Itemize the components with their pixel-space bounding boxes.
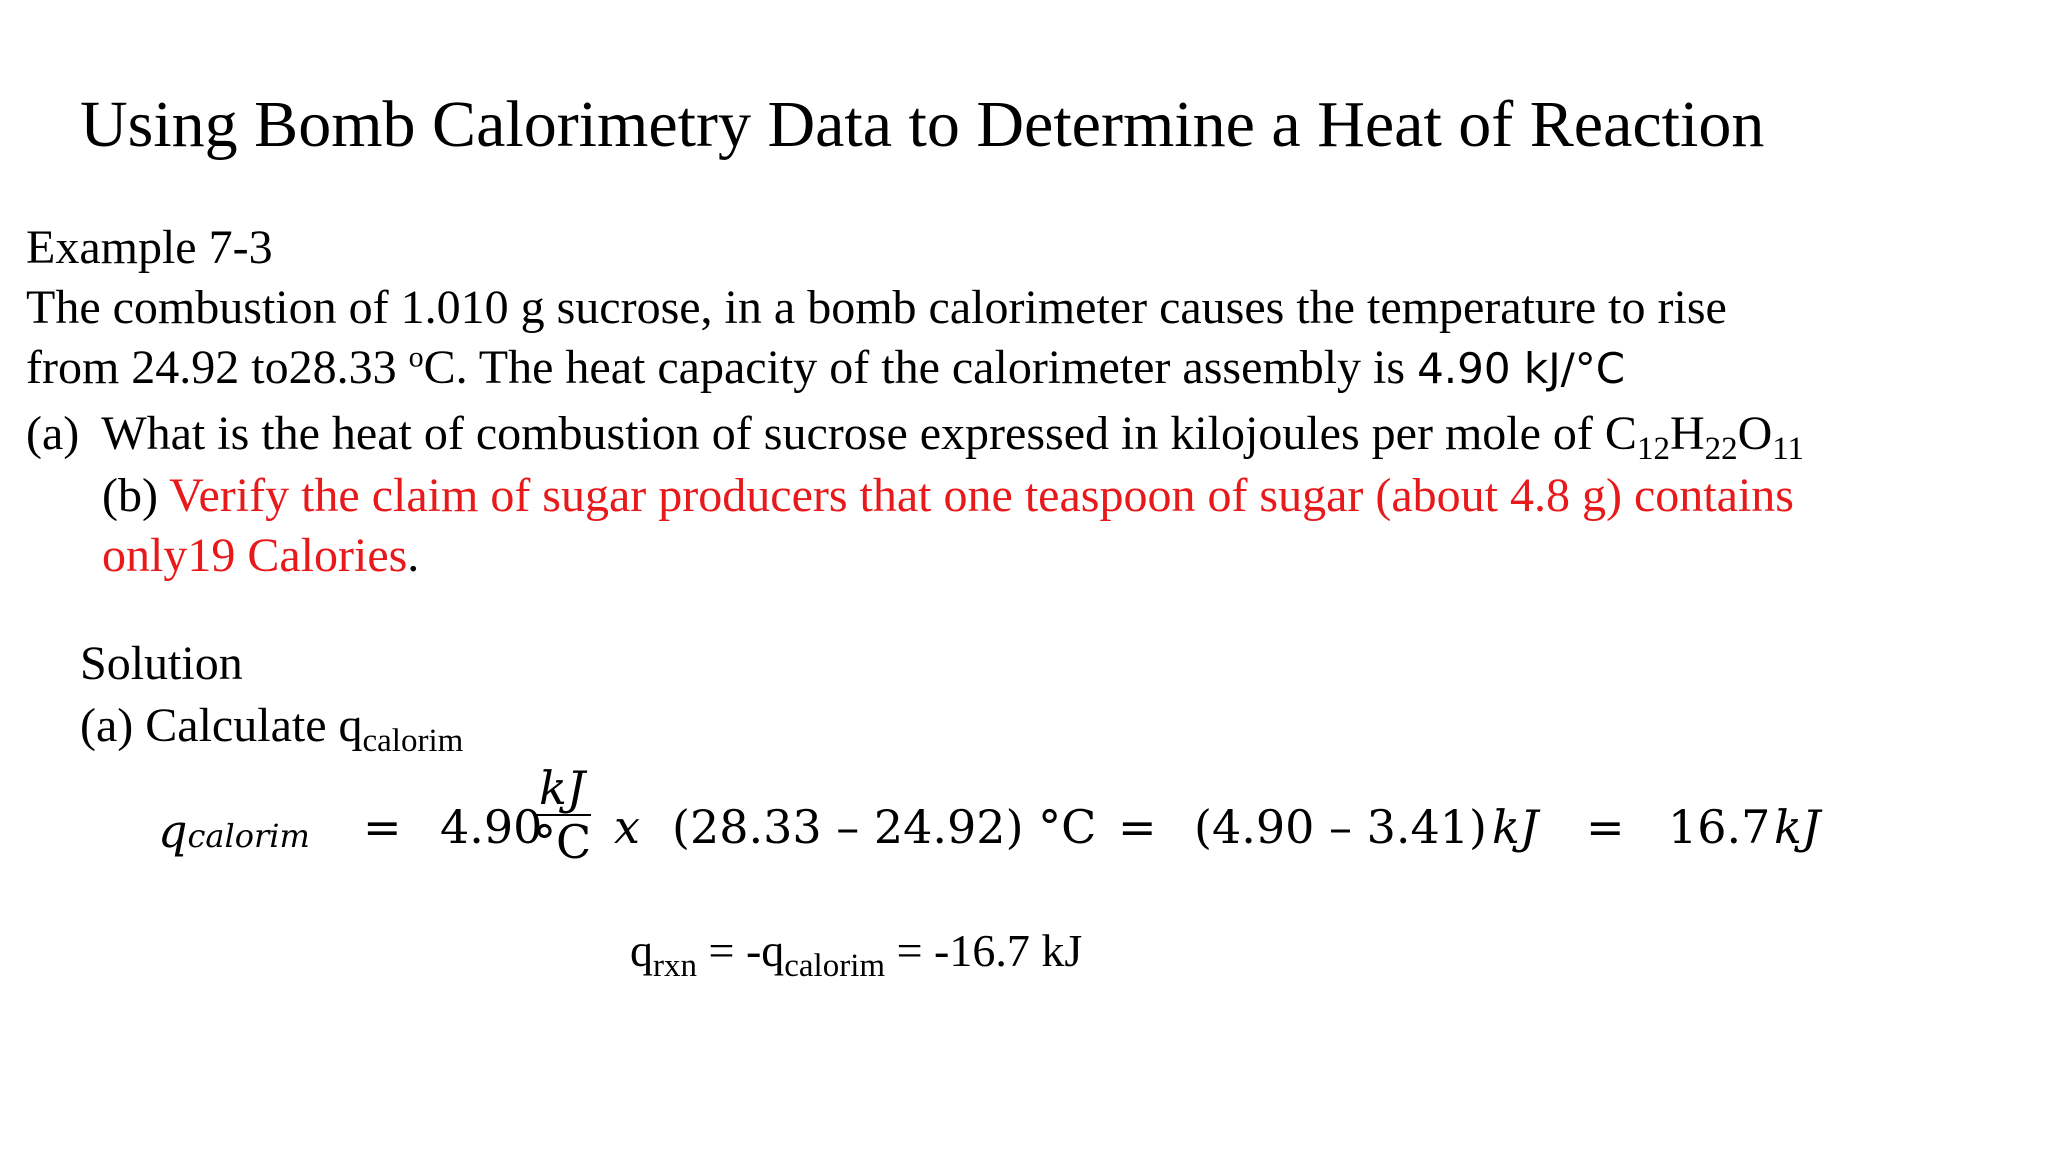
eq-lhs [158,804,310,858]
eq-result-unit: kJ [1774,800,1821,854]
part-b-prefix: (b) [102,469,170,522]
eq-lhs-q: q [158,804,188,858]
eq-difference: (28.33 – 24.92) °C [672,800,1097,854]
solution-heading: Solution [80,637,243,690]
qrxn-end: = -16.7 kJ [885,925,1083,976]
part-a-text: What is the heat of combustion of sucrose expressed in kilojoules per mole of C [101,407,1637,460]
part-a-prefix: (a) [26,407,80,460]
part-b-text-2: only19 Calories [102,529,408,582]
qrxn-sub: rxn [653,947,697,984]
formula-sub-h: 22 [1704,430,1738,467]
slide-title: Using Bomb Calorimetry Data to Determine a Heat of Reaction [80,88,1765,161]
qrxn-mid: = -q [697,925,785,976]
example-label: Example 7-3 [26,221,273,274]
problem-line-2-a: from 24.92 to28.33 [26,341,409,394]
formula-sub-o: 11 [1772,430,1805,467]
formula-h: H [1669,407,1705,460]
heat-capacity-value: 4.90 kJ/°C [1417,344,1626,393]
qrxn-equation [630,925,1083,984]
part-b-period: . [407,529,420,582]
eq-equals-2: = [1118,800,1157,854]
part-b-line-2 [102,529,420,582]
problem-line-2 [26,340,1626,394]
eq-equals-1: = [363,800,402,854]
eq-equals-3: = [1586,800,1625,854]
degree-superscript: o [408,340,424,374]
eq-product: (4.90 – 3.41) [1194,800,1487,854]
problem-line-2-b: C. The heat capacity of the calorimeter assembly is [423,341,1418,394]
eq-frac-den: °C [533,815,592,870]
part-b-text-1: Verify the claim of sugar producers that one teaspoon of sugar (about 4.8 g) contains [169,469,1794,522]
part-b-line-1 [102,469,1794,522]
step-a-sub: calorim [362,722,464,759]
step-a-text: (a) Calculate q [80,699,363,752]
problem-line-1: The combustion of 1.010 g sucrose, in a bomb calorimeter causes the temperature to rise [26,281,1727,334]
eq-lhs-sub: calorim [187,817,310,855]
formula-sub-c: 12 [1636,430,1670,467]
eq-result: 16.7 [1668,800,1771,854]
qrxn-calorim-sub: calorim [784,947,886,984]
eq-product-unit: kJ [1492,800,1539,854]
eq-frac-num: kJ [533,764,591,816]
eq-fraction [533,761,592,870]
eq-coefficient: 4.90 [440,800,543,854]
solution-step-a [80,699,464,759]
formula-o: O [1737,407,1773,460]
qrxn-q: q [630,925,653,976]
part-a-question [26,407,1805,467]
eq-times: x [614,800,640,854]
